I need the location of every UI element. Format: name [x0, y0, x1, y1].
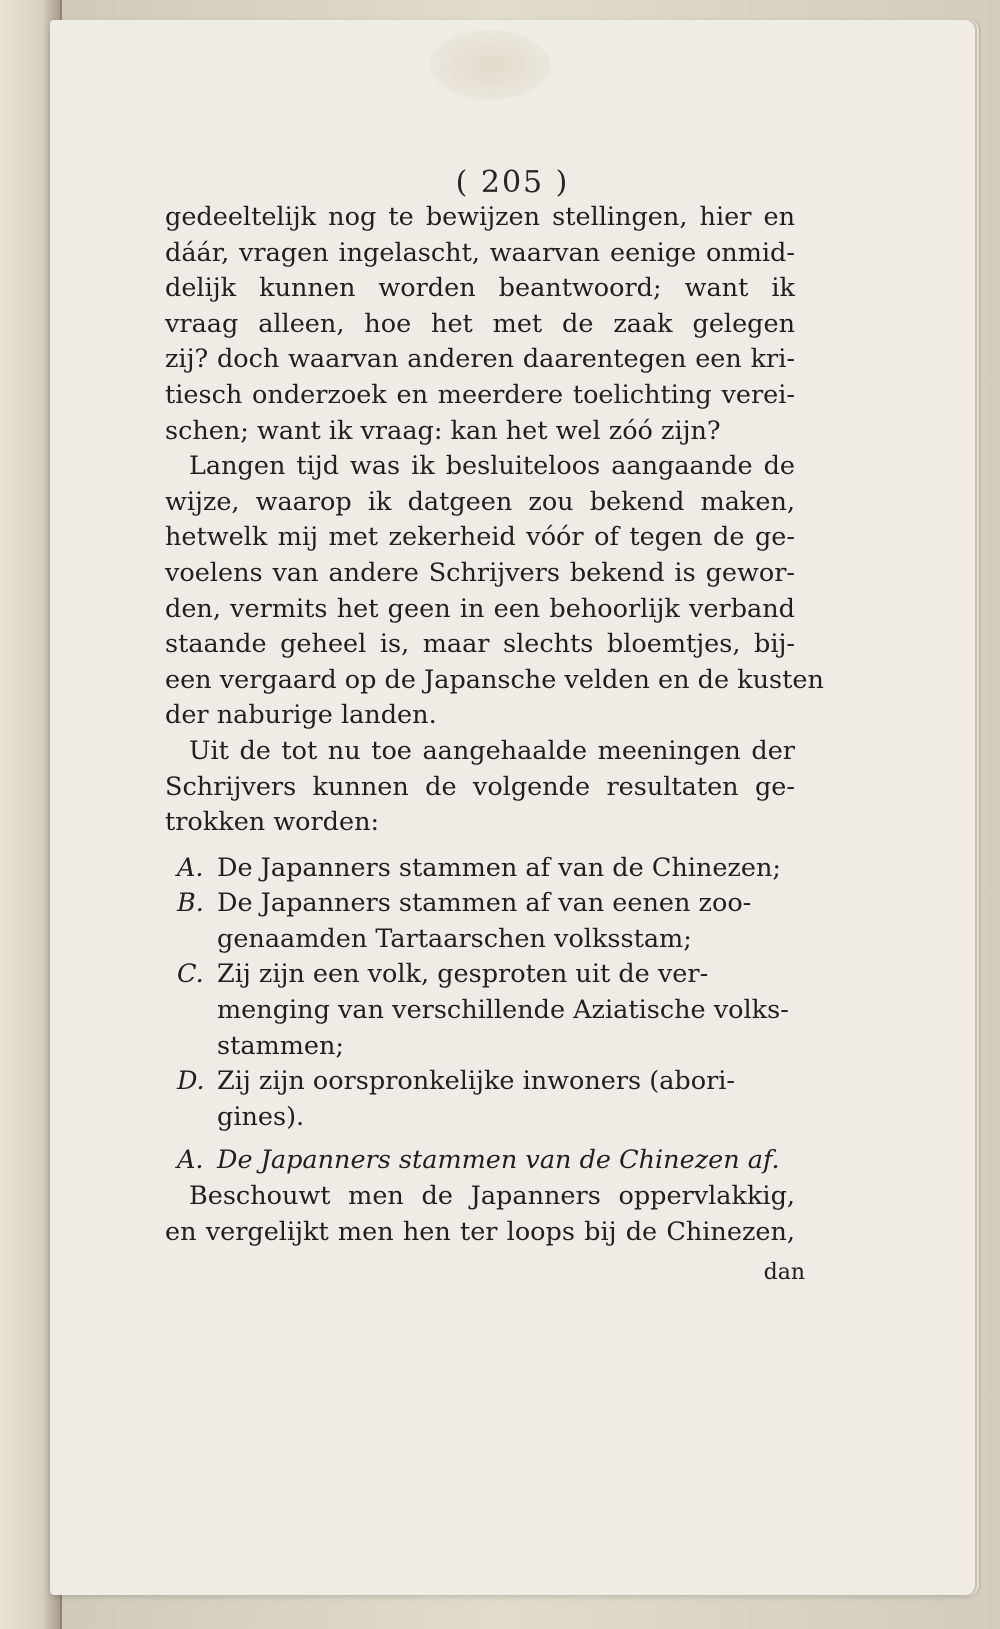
text-line: zij? doch waarvan anderen daarentegen een kri-	[165, 344, 795, 375]
text-line: vraag alleen, hoe het met de zaak gelegen	[165, 308, 795, 339]
text-line: Langen tijd was ik besluiteloos aangaande de	[189, 451, 795, 482]
text-line: trokken worden:	[165, 807, 380, 838]
paragraph-3	[165, 734, 795, 841]
spacer	[165, 841, 795, 851]
text-line: een vergaard op de Japansche velden en de kusten	[165, 664, 824, 695]
item-text: De Japanners stammen af van de Chinezen;	[217, 852, 781, 883]
text-line: Beschouwt men de Japanners oppervlakkig,	[189, 1181, 795, 1212]
item-letter: C.	[177, 959, 204, 990]
text-line: hetwelk mij met zekerheid vóór of tegen de ge-	[165, 522, 795, 553]
item-text: stammen;	[217, 1030, 345, 1061]
text-line: Uit de tot nu toe aangehaalde meeningen der	[189, 735, 795, 766]
item-text: gines).	[217, 1101, 305, 1132]
section-heading	[165, 1143, 795, 1179]
text-line: staande geheel is, maar slechts bloemtjes, bij-	[165, 629, 795, 660]
text-line: dáár, vragen ingelascht, waarvan eenige onmid-	[165, 237, 795, 268]
body-text	[165, 200, 824, 1250]
text-line: en vergelijkt men hen ter loops bij de Chinezen,	[165, 1216, 795, 1247]
page-number: ( 205 )	[455, 165, 570, 200]
item-text: Zij zijn een volk, gesproten uit de ver-	[217, 959, 709, 990]
catchword: dan	[763, 1260, 805, 1285]
text-line: den, vermits het geen in een behoorlijk verband	[165, 593, 795, 624]
paragraph-4	[165, 1179, 795, 1250]
item-text: genaamden Tartaarschen volksstam;	[217, 923, 692, 954]
item-letter: B.	[177, 888, 204, 919]
page-stain	[430, 30, 550, 100]
text-line: der naburige landen.	[165, 700, 437, 731]
item-text: menging van verschillende Aziatische volks-	[217, 995, 789, 1026]
paragraph-1	[165, 200, 795, 449]
item-text: Zij zijn oorspronkelijke inwoners (abori-	[217, 1066, 736, 1097]
list-item	[165, 1064, 795, 1135]
item-letter: D.	[177, 1066, 205, 1097]
heading-text: De Japanners stammen van de Chinezen af.	[217, 1145, 780, 1176]
list-item	[165, 957, 795, 1064]
result-list	[165, 851, 795, 1136]
text-line: wijze, waarop ik datgeen zou bekend maken,	[165, 486, 795, 517]
heading-letter: A.	[177, 1145, 204, 1176]
text-line: tiesch onderzoek en meerdere toelichting verei-	[165, 379, 795, 410]
list-item	[165, 886, 795, 957]
text-line: delijk kunnen worden beantwoord; want ik	[165, 273, 795, 304]
text-line: schen; want ik vraag: kan het wel zóó zijn?	[165, 415, 721, 446]
text-line: Schrijvers kunnen de volgende resultaten ge-	[165, 771, 795, 802]
text-line: gedeeltelijk nog te bewijzen stellingen, hier en	[165, 202, 795, 232]
list-item	[165, 851, 795, 887]
item-text: De Japanners stammen af van eenen zoo-	[217, 888, 752, 919]
paragraph-2	[165, 449, 824, 734]
text-line: voelens van andere Schrijvers bekend is gewor-	[165, 557, 795, 588]
item-letter: A.	[177, 852, 204, 883]
